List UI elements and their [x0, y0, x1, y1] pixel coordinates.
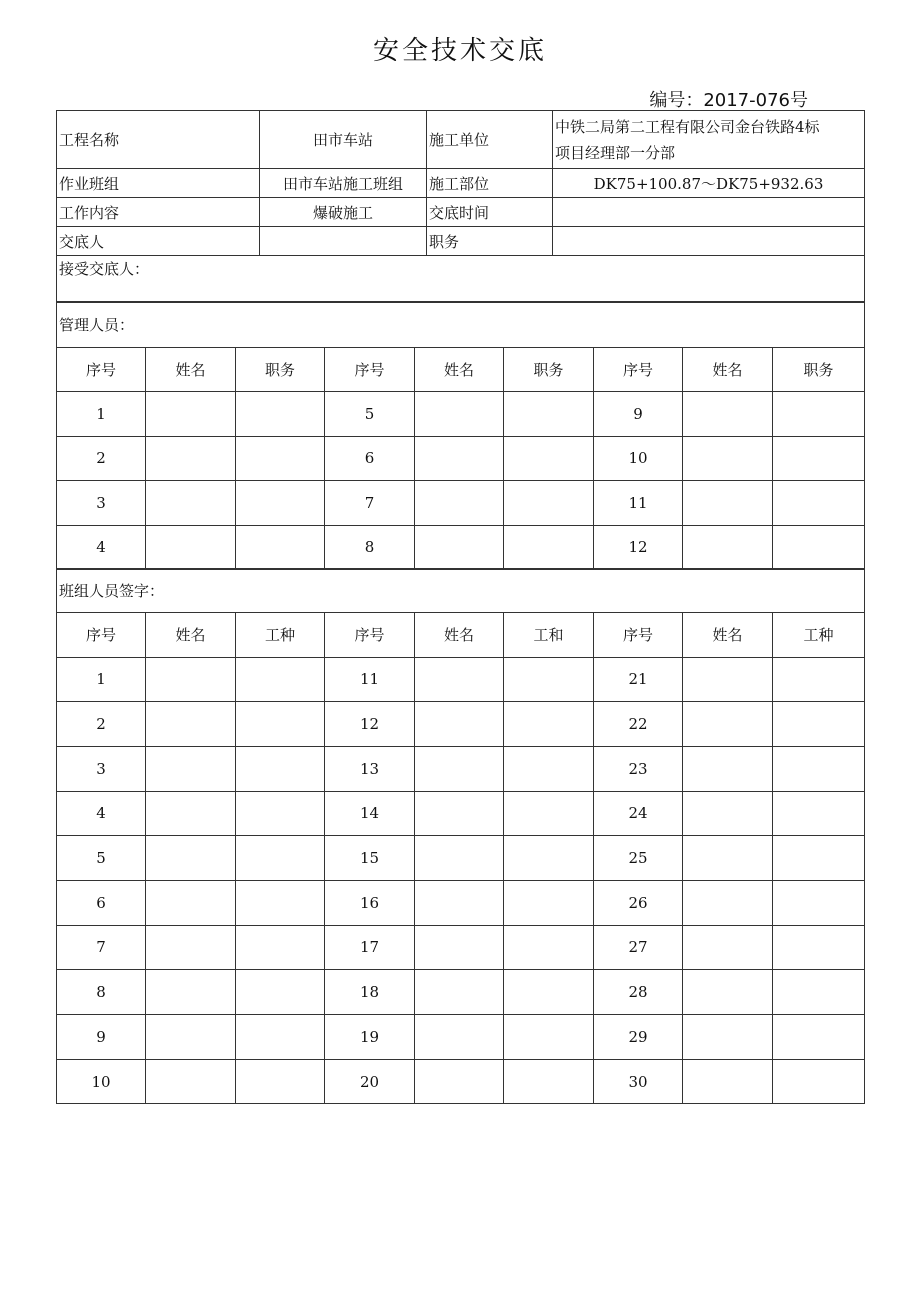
team-entry-cell[interactable] — [683, 970, 773, 1015]
management-header-cell: 序号 — [594, 348, 683, 392]
team-entry-cell[interactable] — [146, 925, 236, 970]
management-entry-cell[interactable] — [236, 436, 325, 481]
team-section-row — [57, 569, 865, 613]
management-seq-cell: 12 — [594, 525, 683, 570]
document-number-suffix: 号 — [790, 90, 808, 111]
team-seq-cell: 17 — [325, 925, 415, 970]
team-entry-cell[interactable] — [504, 1059, 594, 1104]
team-seq-cell: 5 — [57, 836, 146, 881]
info-row-person — [57, 227, 865, 256]
handover-person-label: 交底人 — [57, 227, 260, 256]
management-entry-cell[interactable] — [683, 392, 773, 437]
management-entry-cell[interactable] — [773, 481, 865, 526]
team-entry-cell[interactable] — [683, 836, 773, 881]
management-seq-cell: 5 — [325, 392, 415, 437]
info-row-team — [57, 169, 865, 198]
management-seq-cell: 8 — [325, 525, 415, 570]
management-row — [57, 481, 865, 526]
team-row — [57, 970, 865, 1015]
team-entry-cell[interactable] — [773, 1059, 865, 1104]
handover-person-value[interactable] — [260, 227, 427, 256]
management-entry-cell[interactable] — [504, 436, 594, 481]
team-seq-cell: 18 — [325, 970, 415, 1015]
construction-unit-line2: 项目经理部一分部 — [555, 143, 676, 162]
construction-unit-value[interactable] — [553, 111, 865, 169]
construction-unit-line1: 中铁二局第二工程有限公司金台铁路4标 — [555, 117, 820, 136]
team-entry-cell[interactable] — [773, 791, 865, 836]
management-header-cell: 序号 — [57, 348, 146, 392]
team-entry-cell[interactable] — [415, 970, 504, 1015]
team-header-cell: 工种 — [236, 613, 325, 658]
team-entry-cell[interactable] — [146, 702, 236, 747]
management-entry-cell[interactable] — [415, 481, 504, 526]
team-entry-cell[interactable] — [773, 657, 865, 702]
team-seq-cell: 1 — [57, 657, 146, 702]
team-row — [57, 836, 865, 881]
team-seq-cell: 8 — [57, 970, 146, 1015]
team-entry-cell[interactable] — [683, 1059, 773, 1104]
team-entry-cell[interactable] — [683, 791, 773, 836]
team-entry-cell[interactable] — [415, 746, 504, 791]
management-entry-cell[interactable] — [146, 436, 236, 481]
document-number-value: 2017-076 — [703, 90, 790, 111]
team-entry-cell[interactable] — [415, 702, 504, 747]
management-section-row — [57, 302, 865, 348]
management-entry-cell[interactable] — [236, 525, 325, 570]
work-content-label: 工作内容 — [57, 198, 260, 227]
management-entry-cell[interactable] — [773, 436, 865, 481]
team-seq-cell: 9 — [57, 1015, 146, 1060]
management-header-cell: 姓名 — [146, 348, 236, 392]
management-entry-cell[interactable] — [146, 392, 236, 437]
team-entry-cell[interactable] — [415, 1015, 504, 1060]
team-entry-cell[interactable] — [236, 702, 325, 747]
team-entry-cell[interactable] — [415, 880, 504, 925]
team-entry-cell[interactable] — [236, 657, 325, 702]
team-entry-cell[interactable] — [773, 702, 865, 747]
work-team-value[interactable]: 田市车站施工班组 — [260, 169, 427, 198]
team-seq-cell: 3 — [57, 746, 146, 791]
management-seq-cell: 1 — [57, 392, 146, 437]
team-entry-cell[interactable] — [415, 836, 504, 881]
work-team-label: 作业班组 — [57, 169, 260, 198]
team-entry-cell[interactable] — [146, 657, 236, 702]
management-entry-cell[interactable] — [504, 481, 594, 526]
team-entry-cell[interactable] — [773, 925, 865, 970]
team-seq-cell: 27 — [594, 925, 683, 970]
construction-location-label: 施工部位 — [427, 169, 553, 198]
team-table — [56, 568, 865, 1104]
team-header-cell: 序号 — [325, 613, 415, 658]
position-value[interactable] — [553, 227, 865, 256]
handover-time-label: 交底时间 — [427, 198, 553, 227]
team-entry-cell[interactable] — [146, 970, 236, 1015]
team-entry-cell[interactable] — [236, 925, 325, 970]
team-row — [57, 657, 865, 702]
management-entry-cell[interactable] — [504, 525, 594, 570]
document-number — [649, 86, 808, 112]
team-entry-cell[interactable] — [504, 657, 594, 702]
team-entry-cell[interactable] — [773, 970, 865, 1015]
project-name-label: 工程名称 — [57, 111, 260, 169]
team-seq-cell: 12 — [325, 702, 415, 747]
team-entry-cell[interactable] — [415, 1059, 504, 1104]
team-seq-cell: 29 — [594, 1015, 683, 1060]
team-header-cell: 姓名 — [683, 613, 773, 658]
management-row — [57, 525, 865, 570]
management-entry-cell[interactable] — [415, 436, 504, 481]
management-entry-cell[interactable] — [683, 481, 773, 526]
receiver-label: 接受交底人： — [59, 260, 150, 278]
team-entry-cell[interactable] — [773, 1015, 865, 1060]
team-entry-cell[interactable] — [773, 880, 865, 925]
management-header-cell: 职务 — [504, 348, 594, 392]
team-entry-cell[interactable] — [683, 1015, 773, 1060]
team-seq-cell: 13 — [325, 746, 415, 791]
team-entry-cell[interactable] — [146, 880, 236, 925]
management-entry-cell[interactable] — [415, 525, 504, 570]
document-number-label: 编号： — [649, 90, 704, 111]
team-entry-cell[interactable] — [504, 1015, 594, 1060]
team-row — [57, 1015, 865, 1060]
team-header-cell: 工和 — [504, 613, 594, 658]
team-header-cell: 序号 — [594, 613, 683, 658]
team-seq-cell: 10 — [57, 1059, 146, 1104]
management-seq-cell: 4 — [57, 525, 146, 570]
team-row — [57, 746, 865, 791]
team-seq-cell: 6 — [57, 880, 146, 925]
management-row — [57, 392, 865, 437]
team-entry-cell[interactable] — [415, 791, 504, 836]
team-row — [57, 702, 865, 747]
team-seq-cell: 2 — [57, 702, 146, 747]
management-seq-cell: 11 — [594, 481, 683, 526]
management-header-cell: 职务 — [773, 348, 865, 392]
team-seq-cell: 20 — [325, 1059, 415, 1104]
management-seq-cell: 6 — [325, 436, 415, 481]
team-row — [57, 1059, 865, 1104]
receiver-field[interactable] — [57, 256, 865, 303]
management-seq-cell: 3 — [57, 481, 146, 526]
construction-unit-label: 施工单位 — [427, 111, 553, 169]
management-entry-cell[interactable] — [683, 525, 773, 570]
management-header-cell: 序号 — [325, 348, 415, 392]
team-seq-cell: 25 — [594, 836, 683, 881]
team-header-row — [57, 613, 865, 658]
team-seq-cell: 26 — [594, 880, 683, 925]
work-content-value[interactable]: 爆破施工 — [260, 198, 427, 227]
document-title: 安全技术交底 — [372, 36, 547, 66]
team-row — [57, 880, 865, 925]
info-row-receiver — [57, 256, 865, 303]
team-entry-cell[interactable] — [146, 836, 236, 881]
team-entry-cell[interactable] — [504, 925, 594, 970]
management-table — [56, 301, 865, 570]
team-section-label: 班组人员签字： — [57, 569, 865, 613]
management-seq-cell: 9 — [594, 392, 683, 437]
team-entry-cell[interactable] — [146, 1015, 236, 1060]
team-row — [57, 791, 865, 836]
management-header-cell: 职务 — [236, 348, 325, 392]
team-header-cell: 工种 — [773, 613, 865, 658]
team-entry-cell[interactable] — [236, 880, 325, 925]
team-row — [57, 925, 865, 970]
team-entry-cell[interactable] — [773, 746, 865, 791]
info-table — [56, 110, 865, 303]
management-entry-cell[interactable] — [773, 525, 865, 570]
team-entry-cell[interactable] — [504, 970, 594, 1015]
team-entry-cell[interactable] — [236, 970, 325, 1015]
team-entry-cell[interactable] — [146, 791, 236, 836]
management-section-label: 管理人员： — [57, 302, 865, 348]
team-seq-cell: 30 — [594, 1059, 683, 1104]
team-seq-cell: 24 — [594, 791, 683, 836]
team-seq-cell: 28 — [594, 970, 683, 1015]
info-row-project — [57, 111, 865, 169]
team-entry-cell[interactable] — [236, 836, 325, 881]
management-entry-cell[interactable] — [236, 481, 325, 526]
management-entry-cell[interactable] — [683, 436, 773, 481]
management-entry-cell[interactable] — [773, 392, 865, 437]
team-entry-cell[interactable] — [415, 657, 504, 702]
team-seq-cell: 11 — [325, 657, 415, 702]
team-header-cell: 姓名 — [415, 613, 504, 658]
team-entry-cell[interactable] — [683, 746, 773, 791]
team-entry-cell[interactable] — [415, 925, 504, 970]
team-entry-cell[interactable] — [236, 791, 325, 836]
team-seq-cell: 7 — [57, 925, 146, 970]
handover-time-value[interactable] — [553, 198, 865, 227]
management-seq-cell: 10 — [594, 436, 683, 481]
team-entry-cell[interactable] — [146, 746, 236, 791]
team-seq-cell: 4 — [57, 791, 146, 836]
management-entry-cell[interactable] — [415, 392, 504, 437]
team-header-cell: 序号 — [57, 613, 146, 658]
management-entry-cell[interactable] — [146, 525, 236, 570]
team-seq-cell: 15 — [325, 836, 415, 881]
team-header-cell: 姓名 — [146, 613, 236, 658]
management-seq-cell: 7 — [325, 481, 415, 526]
team-entry-cell[interactable] — [683, 657, 773, 702]
team-entry-cell[interactable] — [683, 702, 773, 747]
team-seq-cell: 19 — [325, 1015, 415, 1060]
management-entry-cell[interactable] — [504, 392, 594, 437]
team-seq-cell: 16 — [325, 880, 415, 925]
info-row-content — [57, 198, 865, 227]
team-entry-cell[interactable] — [236, 1015, 325, 1060]
team-entry-cell[interactable] — [504, 746, 594, 791]
team-entry-cell[interactable] — [504, 836, 594, 881]
management-header-row — [57, 348, 865, 392]
team-entry-cell[interactable] — [683, 880, 773, 925]
construction-location-value[interactable]: DK75+100.87～DK75+932.63 — [553, 169, 865, 198]
position-label: 职务 — [427, 227, 553, 256]
team-seq-cell: 21 — [594, 657, 683, 702]
management-seq-cell: 2 — [57, 436, 146, 481]
team-seq-cell: 22 — [594, 702, 683, 747]
project-name-value[interactable]: 田市车站 — [260, 111, 427, 169]
team-entry-cell[interactable] — [504, 702, 594, 747]
team-entry-cell[interactable] — [504, 791, 594, 836]
management-header-cell: 姓名 — [415, 348, 504, 392]
team-seq-cell: 14 — [325, 791, 415, 836]
management-row — [57, 436, 865, 481]
management-entry-cell[interactable] — [236, 392, 325, 437]
team-entry-cell[interactable] — [683, 925, 773, 970]
management-header-cell: 姓名 — [683, 348, 773, 392]
team-entry-cell[interactable] — [773, 836, 865, 881]
team-entry-cell[interactable] — [146, 1059, 236, 1104]
team-seq-cell: 23 — [594, 746, 683, 791]
management-entry-cell[interactable] — [146, 481, 236, 526]
team-entry-cell[interactable] — [504, 880, 594, 925]
team-entry-cell[interactable] — [236, 746, 325, 791]
team-entry-cell[interactable] — [236, 1059, 325, 1104]
